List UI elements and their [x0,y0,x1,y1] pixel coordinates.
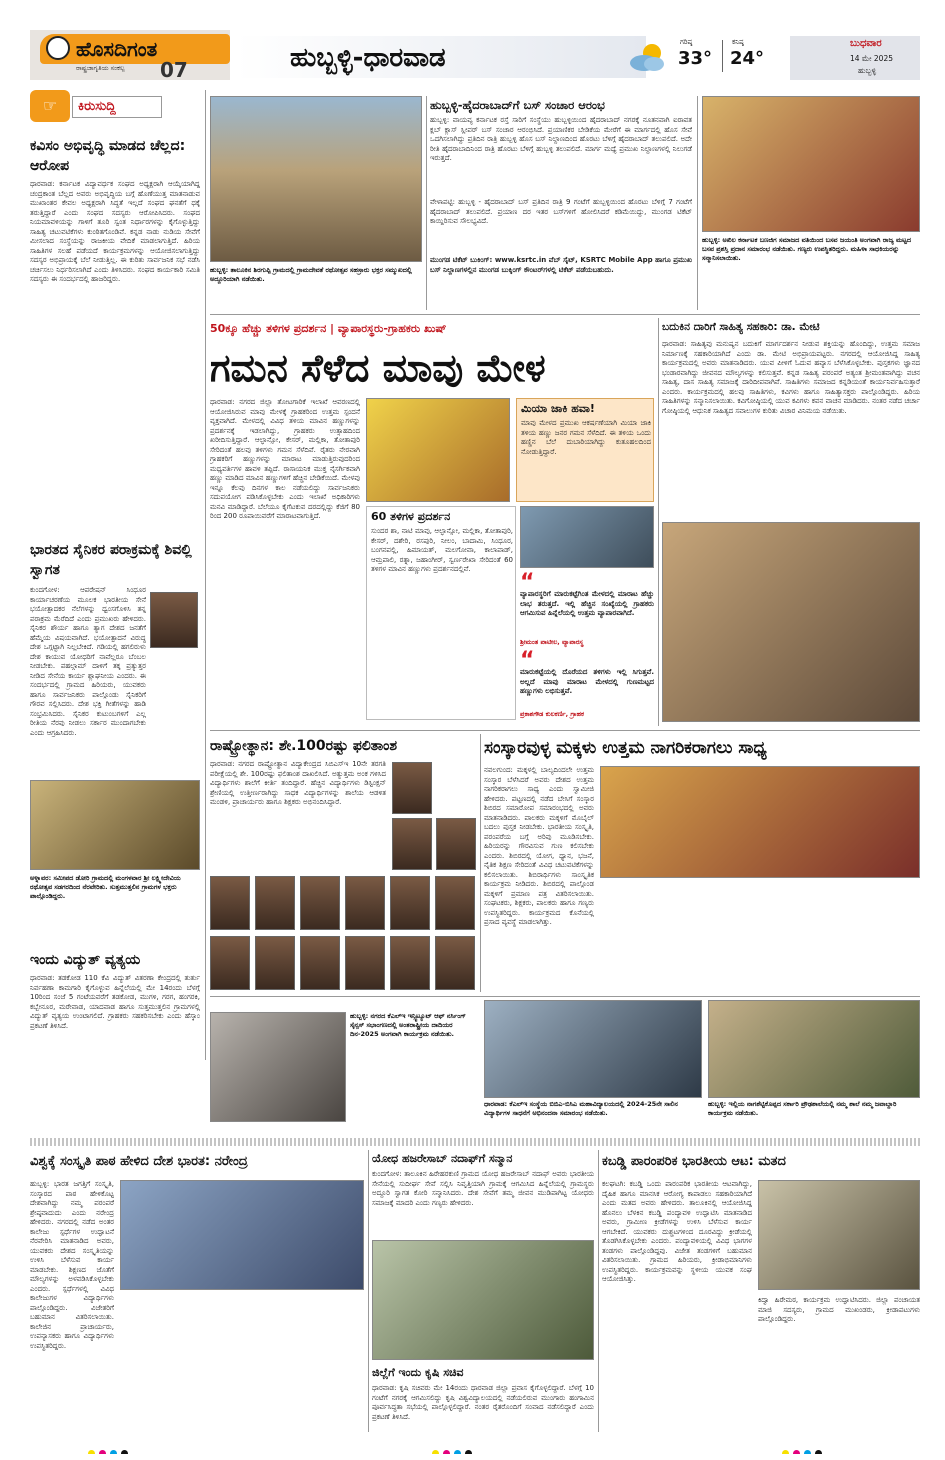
literature-headline: ಬದುಕಿನ ದಾರಿಗೆ ಸಾಹಿತ್ಯ ಸಹಕಾರಿ: ಡಾ. ಮೇಟಿ [662,321,820,333]
rashtrotthana-body: ಧಾರವಾಡ: ನಗರದ ರಾಷ್ಟ್ರೋತ್ಥಾನ ವಿದ್ಯಾಕೇಂದ್ರದ ಸಿಬಿಎಸ್‌ಇ 10ನೇ ತರಗತಿ ಪರೀಕ್ಷೆಯಲ್ಲಿ ಶೇ. 100ರಷ್ಟು ಫಲಿತಾಂಶ ದಾಖಲಿಸಿದೆ. ಅತ್ಯುತ್ತಮ ಅಂಕ ಗಳಿಸಿದ ವಿದ್ಯಾರ್ಥಿಗಳು ಶಾಲೆಗೆ ಕೀರ್ತಿ ತಂದಿದ್ದಾರೆ. ಹೆಚ್ಚಿನ ವಿದ್ಯಾರ್ಥಿಗಳು ಡಿಸ್ಟಿಂಕ್ಷನ್ ಶ್ರೇಣಿಯಲ್ಲಿ ಉತ್ತೀರ್ಣರಾಗಿದ್ದು ಸಾಧಕ ವಿದ್ಯಾರ್ಥಿಗಳನ್ನು ಶಾಲೆಯ ಆಡಳಿತ ಮಂಡಳಿ, ಪ್ರಾಚಾರ್ಯರು ಹಾಗೂ ಶಿಕ್ಷಕರು ಅಭಿನಂದಿಸಿದ್ದಾರೆ. [210,760,386,806]
kirusuddi-body-2: ಕುಂದಗೋಳ: ಆಪರೇಷನ್ ಸಿಂಧೂರ ಕಾರ್ಯಾಚರಣೆಯ ಮೂಲಕ ಭಾರತೀಯ ಸೇನೆ ಭಯೋತ್ಪಾದಕರ ನೆಲೆಗಳನ್ನು ಧ್ವಂಸಗೊಳಿಸಿ ತನ್ನ ಪರಾಕ್ರಮ ಮೆರೆದಿದೆ ಎಂದು ಪ್ರಮುಖರು ಹೇಳಿದರು. ಸೈನಿಕರ ಶೌರ್ಯ ಹಾಗೂ ತ್ಯಾಗ ದೇಶದ ಜನತೆಗೆ ಹೆಮ್ಮೆಯ ವಿಷಯವಾಗಿದೆ. ಭಯೋತ್ಪಾದನೆ ವಿರುದ್ಧ ದೇಶ ಒಗ್ಗಟ್ಟಾಗಿ ನಿಲ್ಲಬೇಕಿದೆ. ಗಡಿಯಲ್ಲಿ ಹಗಲಿರುಳು ದೇಶ ಕಾಯುವ ಯೋಧರಿಗೆ ನಾವೆಲ್ಲರೂ ಬೆಂಬಲ ನೀಡಬೇಕು. ಪಹಲ್ಗಾಮ್ ದಾಳಿಗೆ ತಕ್ಕ ಪ್ರತ್ಯುತ್ತರ ನೀಡಿದ ಸೇನೆಯ ಕಾರ್ಯ ಶ್ಲಾಘನೀಯ ಎಂದರು. ಈ ಸಂದರ್ಭದಲ್ಲಿ ಗ್ರಾಮದ ಹಿರಿಯರು, ಯುವಕರು ಹಾಗೂ ಸಾರ್ವಜನಿಕರು ಪಾಲ್ಗೊಂಡು ಸೈನಿಕರಿಗೆ ಗೌರವ ಸಲ್ಲಿಸಿದರು. ದೇಶ ಭಕ್ತಿ ಗೀತೆಗಳನ್ನು ಹಾಡಿ ಸಂಭ್ರಮಿಸಿದರು. ಸೈನಿಕರ ಕುಟುಂಬಗಳಿಗೆ ಎಲ್ಲ ರೀತಿಯ ನೆರವು ನೀಡಲು ಸರ್ಕಾರ ಮುಂದಾಗಬೇಕು ಎಂದು ಆಗ್ರಹಿಸಿದರು. [30,586,146,737]
school-caption: ಹುಬ್ಬಳ್ಳಿ: ಇಲ್ಲಿಯ ನಾಗಶೆಟ್ಟಿಕೊಪ್ಪದ ಸರ್ಕಾರಿ ಪ್ರೌಢಶಾಲೆಯಲ್ಲಿ ನಮ್ಮ ಶಾಲೆ ನಮ್ಮ ಜವಾಬ್ದಾರಿ ಕಾರ್ಯಕ್ರಮ ನಡೆಯಿತು. [708,1100,897,1117]
college-photo [484,1000,702,1098]
kirusuddi-body-1: ಧಾರವಾಡ: ಕರ್ನಾಟಕ ವಿದ್ಯಾವರ್ಧಕ ಸಂಘದ ಅಧ್ಯಕ್ಷರಾಗಿ ಆಯ್ಕೆಯಾಗಿದ್ದ ಚಂದ್ರಕಾಂತ ಬೆಲ್ಲದ ಅವರು ಅಭಿವೃದ್ಧಿಯ ಬಗ್ಗೆ ಹೊಣೆಯುತ್ತ ಮಾತನಾಡುವ ಮುಖಾಂತರ ಕೇವಲ ಅಧ್ಯಕ್ಷರಾಗಿ ಸಿದ್ಧತೆ ಇಲ್ಲದೆ ಸಂಘದ ಘನತೆಗೆ ಧಕ್ಕೆ ತರುತ್ತಿದ್ದಾರೆ ಎಂದು ಸಂಘದ ಸದಸ್ಯರು ಆರೋಪಿಸಿದರು. ಸಂಘದ ನಿಯಮಾವಳಿಯನ್ನು ಗಾಳಿಗೆ ತೂರಿ ಸ್ವಂತ ನಿರ್ಧಾರಗಳನ್ನು ಕೈಗೊಳ್ಳುತ್ತಿದ್ದು ಸಾಹಿತ್ಯ ಚಟುವಟಿಕೆಗಳು ಕುಂಠಿತಗೊಂಡಿವೆ. ಕನ್ನಡ ನಾಡು ನುಡಿಯ ಸೇವೆಗೆ ಮೀಸಲಾದ ಸಂಸ್ಥೆಯನ್ನು ರಾಜಕೀಯ ವೇದಿಕೆ ಮಾಡಲಾಗುತ್ತಿದೆ. ಹಿರಿಯ ಸಾಹಿತಿಗಳ ಸಲಹೆ ಪಡೆಯದೆ ಕಾರ್ಯಕ್ರಮಗಳನ್ನು ಆಯೋಜಿಸಲಾಗುತ್ತಿದ್ದು ಸದಸ್ಯರ ಅಭಿಪ್ರಾಯಕ್ಕೆ ಬೆಲೆ ನೀಡುತ್ತಿಲ್ಲ. ಈ ಕುರಿತು ಸಾರ್ವಜನಿಕ ಸಭೆ ನಡೆಸಿ ಚರ್ಚಿಸಲು ನಿರ್ಧರಿಸಲಾಗಿದೆ ಎಂದು ತಿಳಿಸಿದರು. ಸಂಘದ ಕಾರ್ಯಕಾರಿ ಸಮಿತಿ ಸದಸ್ಯರು ಈ ಸಂದರ್ಭದಲ್ಲಿ ಹಾಜರಿದ್ದರು. [30,180,200,283]
felicitation-photo [702,96,920,232]
masthead-logo-icon [46,36,70,60]
varieties-body: ಸುಂದರ ಶಾ, ನಾಟಿ ಮಾವು, ಆಲ್ಫಾನ್ಸೋ, ಮಲ್ಲಿಕಾ, ತೋತಾಪುರಿ, ಕೇಸರ್, ದಶೇರಿ, ರಸಪುರಿ, ನೀಲಂ, ಬಾದಾಮಿ, ಸಿಂಧೂರ, ಬಂಗನಪಲ್ಲಿ, ಹಿಮಾಯತ್, ಮಲಗೋವಾ, ಕಾಲಾಪಾಡ್, ಆಮ್ರಪಾಲಿ, ರತ್ನಾ, ಜಹಾಂಗೀರ್, ಸ್ವರ್ಣರೇಖಾ ಸೇರಿದಂತೆ 60 ತಳಿಗಳ ಮಾವಿನ ಹಣ್ಣುಗಳು ಪ್ರದರ್ಶನದಲ್ಲಿವೆ. [371,527,513,573]
column-divider-low [480,734,481,992]
soldier-photo [372,1240,594,1360]
bottom-divider-1 [368,1150,369,1432]
bottom-middle-subhead: ಜಿಲ್ಲೆಗೆ ಇಂದು ಕೃಷಿ ಸಚಿವ [372,1366,464,1379]
kirusuddi-chariot-photo [30,780,200,870]
column-divider-top-2 [697,96,698,310]
bus-body: ಹುಬ್ಬಳ್ಳಿ: ವಾಯವ್ಯ ಕರ್ನಾಟಕ ರಸ್ತೆ ಸಾರಿಗೆ ಸಂಸ್ಥೆಯು ಹುಬ್ಬಳ್ಳಿಯಿಂದ ಹೈದರಾಬಾದ್ ನಗರಕ್ಕೆ ನೂತನವಾಗಿ ಐರಾವತ ಕ್ಲಬ್ ಕ್ಲಾಸ್ ಸ್ಲೀಪರ್ ಬಸ್ ಸಂಚಾರ ಆರಂಭಿಸಿದೆ. ಪ್ರಯಾಣಿಕರ ಬೇಡಿಕೆಯ ಮೇರೆಗೆ ಈ ಮಾರ್ಗದಲ್ಲಿ ಹೊಸ ಸೇವೆ ಒದಗಿಸಲಾಗಿದ್ದು ಪ್ರತಿದಿನ ರಾತ್ರಿ ಹುಬ್ಬಳ್ಳಿ ಹೊಸ ಬಸ್ ನಿಲ್ದಾಣದಿಂದ ಹೊರಟು ಬೆಳಿಗ್ಗೆ ಹೈದರಾಬಾದ್ ತಲುಪಲಿದೆ. ಅದೇ ರೀತಿ ಹೈದರಾಬಾದಿನಿಂದ ರಾತ್ರಿ ಹೊರಟು ಬೆಳಿಗ್ಗೆ ಹುಬ್ಬಳ್ಳಿ ತಲುಪಲಿದೆ. ಮಾರ್ಗ ಮಧ್ಯೆ ಪ್ರಮುಖ ನಿಲ್ದಾಣಗಳಲ್ಲಿ ನಿಲುಗಡೆ ಇರುತ್ತದೆ. [430,116,692,162]
date-label: 14 ಮೇ 2025 [850,54,893,63]
student-photo [435,936,475,990]
rashtrotthana-story [210,734,476,992]
mango-photo [366,398,510,502]
column-divider-mid [658,318,659,726]
max-temp: 33° [678,48,713,69]
mango-headline: ಗಮನ ಸೆಳೆದ ಮಾವು ಮೇಳ [210,346,546,390]
kirusuddi-headline-3: ಇಂದು ವಿದ್ಯುತ್ ವ್ಯತ್ಯಯ [30,952,141,968]
bottom-middle-story [372,1150,594,1432]
quote-1-by: ಶ್ರೀಮಂತ ಪಾಟೀಲ, ವ್ಯಾಪಾರಸ್ಥ [520,638,584,646]
mango-stall-photo [520,506,654,568]
kabaddi-photo [758,1180,920,1290]
college-caption: ಧಾರವಾಡ: ಕೆಎಲ್‌ಇ ಸಂಸ್ಥೆಯ ಬಿಬಿಎ-ಬಿಸಿಎ ಮಹಾವಿದ್ಯಾಲಯದಲ್ಲಿ 2024-25ನೇ ಸಾಲಿನ ವಿದ್ಯಾರ್ಥಿಗಳ ಸಾಧನೆಗೆ ಅಭಿನಂದನಾ ಸಮಾರಂಭ ನಡೆಯಿತು. [484,1100,678,1117]
masthead [0,0,945,86]
sanskara-story [484,734,920,992]
student-photo [435,876,475,930]
weather-icon [626,40,670,74]
kirusuddi-column [30,90,200,1060]
student-photo-top-3 [436,818,476,870]
student-photo [345,936,385,990]
miya-jaki-title: ಮಿಯಾ ಜಾಕಿ ಹವಾ! [521,402,595,415]
temp-divider [722,40,723,72]
paper-name: ಹೊಸದಿಗಂತ [76,37,158,61]
sanskara-body: ನವಲಗುಂದ: ಮಕ್ಕಳಲ್ಲಿ ಬಾಲ್ಯದಿಂದಲೇ ಉತ್ತಮ ಸಂಸ್ಕಾರ ಬೆಳೆಸಿದರೆ ಅವರು ದೇಶದ ಉತ್ತಮ ನಾಗರಿಕರಾಗಲು ಸಾಧ್ಯ ಎಂದು ಸ್ವಾಮೀಜಿ ಹೇಳಿದರು. ಪಟ್ಟಣದಲ್ಲಿ ನಡೆದ ಬೇಸಿಗೆ ಸಂಸ್ಕಾರ ಶಿಬಿರದ ಸಮಾರೋಪ ಸಮಾರಂಭದಲ್ಲಿ ಅವರು ಮಾತನಾಡಿದರು. ಪಾಲಕರು ಮಕ್ಕಳಿಗೆ ಮೊಬೈಲ್ ಬದಲು ಪುಸ್ತಕ ನೀಡಬೇಕು. ಭಾರತೀಯ ಸಂಸ್ಕೃತಿ, ಪರಂಪರೆಯ ಬಗ್ಗೆ ಅರಿವು ಮೂಡಿಸಬೇಕು. ಹಿರಿಯರನ್ನು ಗೌರವಿಸುವ ಗುಣ ಕಲಿಸಬೇಕು ಎಂದರು. ಶಿಬಿರದಲ್ಲಿ ಯೋಗ, ಧ್ಯಾನ, ಭಜನೆ, ನೈತಿಕ ಶಿಕ್ಷಣ ಸೇರಿದಂತೆ ವಿವಿಧ ಚಟುವಟಿಕೆಗಳನ್ನು ಕಲಿಸಲಾಯಿತು. ಶಿಬಿರಾರ್ಥಿಗಳು ಸಾಂಸ್ಕೃತಿಕ ಕಾರ್ಯಕ್ರಮ ನೀಡಿದರು. ಶಿಬಿರದಲ್ಲಿ ಪಾಲ್ಗೊಂಡ ಮಕ್ಕಳಿಗೆ ಪ್ರಮಾಣ ಪತ್ರ ವಿತರಿಸಲಾಯಿತು. ಸಂಘಟಕರು, ಶಿಕ್ಷಕರು, ಪಾಲಕರು ಹಾಗೂ ಗಣ್ಯರು ಉಪಸ್ಥಿತರಿದ್ದರು. ಕಾರ್ಯಕ್ರಮದ ಕೊನೆಯಲ್ಲಿ ಪ್ರಸಾದ ವ್ಯವಸ್ಥೆ ಮಾಡಲಾಗಿತ್ತು. [484,766,594,926]
student-photo [390,876,430,930]
kirusuddi-body-3: ಧಾರವಾಡ: ತಡಕೋಡ 110 ಕೆವಿ ವಿದ್ಯುತ್ ವಿತರಣಾ ಕೇಂದ್ರದಲ್ಲಿ ತುರ್ತು ನಿರ್ವಹಣಾ ಕಾಮಗಾರಿ ಕೈಗೊಳ್ಳುವ ಹಿನ್ನೆಲೆಯಲ್ಲಿ ಮೇ 14ರಂದು ಬೆಳಗ್ಗೆ 10ರಿಂದ ಸಂಜೆ 5 ಗಂಟೆಯವರೆಗೆ ತಡಕೋಡ, ಮುಗಳಿ, ಗರಗ, ಹಂಗರಕಿ, ಕಬ್ಬೇನೂರ, ಮರೇವಾಡ, ಯಾದವಾಡ ಹಾಗೂ ಸುತ್ತಮುತ್ತಲಿನ ಗ್ರಾಮಗಳಲ್ಲಿ ವಿದ್ಯುತ್ ವ್ಯತ್ಯಯ ಉಂಟಾಗಲಿದೆ. ಗ್ರಾಹಕರು ಸಹಕರಿಸಬೇಕು ಎಂದು ಹೆಸ್ಕಾಂ ಪ್ರಕಟಣೆ ತಿಳಿಸಿದೆ. [30,974,200,1030]
city-label: ಹುಬ್ಬಳ್ಳಿ [858,66,877,75]
student-photo [300,936,340,990]
student-photo-top-1 [392,762,432,814]
column-divider-top-1 [426,96,427,310]
hand-icon: ☞ [42,96,58,115]
kirusuddi-photo-caption: ಅಳ್ನಾವರ: ಸಮೀಪದ ಡೋರಿ ಗ್ರಾಮದಲ್ಲಿ ಮಂಗಳವಾರ ಶ್ರೀ ಲಕ್ಷ್ಮೀದೇವಿಯ ರಥೋತ್ಸವ ಸಡಗರದಿಂದ ನೆರವೇರಿತು. ಸುತ್ತಮುತ್ತಲಿನ ಗ್ರಾಮಗಳ ಭಕ್ತರು ಪಾಲ್ಗೊಂಡಿದ್ದರು. [30,874,181,900]
sanskara-body-continued [600,884,920,988]
bottom-right-caption: ಕಿದ್ವಾ ಹಿರೇಮಠ, ಕಾರ್ಯಕ್ರಮ ಉದ್ಘಾಟಿಸಿದರು. ಜಿಲ್ಲಾ ಪಂಚಾಯತ ಮಾಜಿ ಸದಸ್ಯರು, ಗ್ರಾಮದ ಮುಖಂಡರು, ಕ್ರೀಡಾಪಟುಗಳು ಪಾಲ್ಗೊಂಡಿದ್ದರು. [758,1296,920,1323]
bottom-left-body: ಹುಬ್ಬಳ್ಳಿ: ಭಾರತ ಜಗತ್ತಿಗೆ ಸಂಸ್ಕೃತಿ, ಸಂಸ್ಕಾರದ ಪಾಠ ಹೇಳಿಕೊಟ್ಟ ದೇಶವಾಗಿದ್ದು ನಮ್ಮ ಪರಂಪರೆ ಶ್ರೇಷ್ಠವಾದುದು ಎಂದು ನರೇಂದ್ರ ಹೇಳಿದರು. ನಗರದಲ್ಲಿ ನಡೆದ ಅಂತರ ಕಾಲೇಜು ಸ್ಪರ್ಧೆಗಳ ಉದ್ಘಾಟನೆ ನೆರವೇರಿಸಿ ಮಾತನಾಡಿದ ಅವರು, ಯುವಕರು ದೇಶದ ಸಂಸ್ಕೃತಿಯನ್ನು ಉಳಿಸಿ ಬೆಳೆಸುವ ಕಾರ್ಯ ಮಾಡಬೇಕು. ಶಿಕ್ಷಣದ ಜೊತೆಗೆ ಮೌಲ್ಯಗಳನ್ನು ಅಳವಡಿಸಿಕೊಳ್ಳಬೇಕು ಎಂದರು. ಸ್ಪರ್ಧೆಗಳಲ್ಲಿ ವಿವಿಧ ಕಾಲೇಜುಗಳ ವಿದ್ಯಾರ್ಥಿಗಳು ಪಾಲ್ಗೊಂಡಿದ್ದರು. ವಿಜೇತರಿಗೆ ಬಹುಮಾನ ವಿತರಿಸಲಾಯಿತು. ಕಾಲೇಜಿನ ಪ್ರಾಚಾರ್ಯರು, ಉಪನ್ಯಾಸಕರು ಹಾಗೂ ವಿದ್ಯಾರ್ಥಿಗಳು ಉಪಸ್ಥಿತರಿದ್ದರು. [30,1180,114,1350]
bus-booking: ಮುಂಗಡ ಟಿಕೆಟ್ ಬುಕಿಂಗ್: www.ksrtc.in ವೆಬ್ ಸೈಟ್, KSRTC Mobile App ಹಾಗೂ ಪ್ರಮುಖ ಬಸ್ ನಿಲ್ದಾಣಗಳಲ್ಲಿನ ಮುಂಗಡ ಬುಕ್ಕಿಂಗ್ ಕೌಂಟರ್‌ಗಳಲ್ಲಿ ಟಿಕೆಟ್ ಪಡೆಯಬಹುದು. [430,256,692,274]
mango-kicker: 50ಕ್ಕೂ ಹೆಚ್ಚು ತಳಿಗಳ ಪ್ರದರ್ಶನ | ವ್ಯಾಪಾರಸ್ಥರು-ಗ್ರಾಹಕರು ಖುಷ್ [210,322,447,335]
bottom-divider-2 [598,1150,599,1432]
mango-story [210,318,654,726]
day-label: ಬುಧವಾರ [850,38,882,49]
bottom-right-body: ಕಲಘಟಗಿ: ಕಬಡ್ಡಿ ಒಂದು ಪಾರಂಪರಿಕ ಭಾರತೀಯ ಆಟವಾಗಿದ್ದು, ದೈಹಿಕ ಹಾಗೂ ಮಾನಸಿಕ ಆರೋಗ್ಯ ಕಾಪಾಡಲು ಸಹಕಾರಿಯಾಗಿದೆ ಎಂದು ಮತದ ಅವರು ಹೇಳಿದರು. ತಾಲೂಕಿನಲ್ಲಿ ಆಯೋಜಿಸಿದ್ದ ಹೊನಲು ಬೆಳಕಿನ ಕಬಡ್ಡಿ ಪಂದ್ಯಾವಳಿ ಉದ್ಘಾಟಿಸಿ ಮಾತನಾಡಿದ ಅವರು, ಗ್ರಾಮೀಣ ಕ್ರೀಡೆಗಳನ್ನು ಉಳಿಸಿ ಬೆಳೆಸುವ ಕಾರ್ಯ ಆಗಬೇಕಿದೆ. ಯುವಕರು ದುಶ್ಚಟಗಳಿಂದ ದೂರವಿದ್ದು ಕ್ರೀಡೆಯಲ್ಲಿ ತೊಡಗಿಸಿಕೊಳ್ಳಬೇಕು ಎಂದರು. ಪಂದ್ಯಾವಳಿಯಲ್ಲಿ ವಿವಿಧ ಭಾಗಗಳ ತಂಡಗಳು ಪಾಲ್ಗೊಂಡಿದ್ದವು. ವಿಜೇತ ತಂಡಗಳಿಗೆ ಬಹುಮಾನ ವಿತರಿಸಲಾಯಿತು. ಗ್ರಾಮದ ಹಿರಿಯರು, ಕ್ರೀಡಾಭಿಮಾನಿಗಳು ಉಪಸ್ಥಿತರಿದ್ದರು. ಕಾರ್ಯಕ್ರಮವನ್ನು ಸ್ಥಳೀಯ ಯುವಕ ಸಂಘ ಆಯೋಜಿಸಿತ್ತು. [602,1180,752,1283]
kirusuddi-label: ಕಿರುಸುದ್ದಿ [78,99,116,114]
school-photo [708,1000,920,1098]
bus-subhead: ವೇಳಾಪಟ್ಟಿ: ಹುಬ್ಬಳ್ಳಿ - ಹೈದರಾಬಾದ್ ಬಸ್ ಪ್ರತಿದಿನ ರಾತ್ರಿ 9 ಗಂಟೆಗೆ ಹುಬ್ಬಳ್ಳಿಯಿಂದ ಹೊರಟು ಬೆಳಿಗ್ಗೆ 7 ಗಂಟೆಗೆ ಹೈದರಾಬಾದ್ ತಲುಪಲಿದೆ. ಪ್ರಯಾಣ ದರ ಇತರ ಬಸ್‌ಗಳಿಗೆ ಹೋಲಿಸಿದರೆ ಕಡಿಮೆಯಿದ್ದು, ಮುಂಗಡ ಟಿಕೆಟ್ ಕಾಯ್ದಿರಿಸುವ ಸೌಲಭ್ಯವಿದೆ. [430,198,692,225]
felicitation-caption: ಹುಬ್ಬಳ್ಳಿ: ಅಖಿಲ ಕರ್ನಾಟಕ ಬಣಜಿಗ ಸಮಾಜದ ವತಿಯಿಂದ ಬಸವ ಜಯಂತಿ ಅಂಗವಾಗಿ ರಾಜ್ಯ ಮಟ್ಟದ ಬಸವ ಪ್ರಶಸ್ತಿ ಪ್ರದಾನ ಸಮಾರಂಭ ನಡೆಯಿತು. ಗಣ್ಯರು ಉಪಸ್ಥಿತರಿದ್ದರು. ಮಹಿಳಾ ಸಾಧಕಿಯರನ್ನು ಸನ್ಮಾನಿಸಲಾಯಿತು. [702,236,912,262]
festival-photo [210,96,422,262]
mango-body: ಧಾರವಾಡ: ನಗರದ ಜಿಲ್ಲಾ ತೋಟಗಾರಿಕೆ ಇಲಾಖೆ ಆವರಣದಲ್ಲಿ ಆಯೋಜಿಸಿರುವ ಮಾವು ಮೇಳಕ್ಕೆ ಗ್ರಾಹಕರಿಂದ ಉತ್ತಮ ಸ್ಪಂದನೆ ವ್ಯಕ್ತವಾಗಿದೆ. ಮೇಳದಲ್ಲಿ ವಿವಿಧ ತಳಿಯ ಮಾವಿನ ಹಣ್ಣುಗಳನ್ನು ಪ್ರದರ್ಶನಕ್ಕೆ ಇಡಲಾಗಿದ್ದು, ಗ್ರಾಹಕರು ಉತ್ಸಾಹದಿಂದ ಖರೀದಿಸುತ್ತಿದ್ದಾರೆ. ಆಲ್ಫಾನ್ಸೋ, ಕೇಸರ್, ಮಲ್ಲಿಕಾ, ತೋತಾಪುರಿ ಸೇರಿದಂತೆ ಹಲವು ತಳಿಗಳು ಗಮನ ಸೆಳೆದಿವೆ. ರೈತರು ನೇರವಾಗಿ ಗ್ರಾಹಕರಿಗೆ ಹಣ್ಣುಗಳನ್ನು ಮಾರಾಟ ಮಾಡುತ್ತಿರುವುದರಿಂದ ಮಧ್ಯವರ್ತಿಗಳ ಹಾವಳಿ ತಪ್ಪಿದೆ. ರಾಸಾಯನಿಕ ಮುಕ್ತ ನೈಸರ್ಗಿಕವಾಗಿ ಹಣ್ಣು ಮಾಡಿದ ಮಾವಿನ ಹಣ್ಣುಗಳಿಗೆ ಹೆಚ್ಚಿನ ಬೇಡಿಕೆಯಿದೆ. ಮೇಳವು ಇನ್ನೂ ಕೆಲವು ದಿನಗಳ ಕಾಲ ನಡೆಯಲಿದ್ದು ಸಾರ್ವಜನಿಕರು ಸದುಪಯೋಗ ಪಡಿಸಿಕೊಳ್ಳಬೇಕು ಎಂದು ಇಲಾಖೆ ಅಧಿಕಾರಿಗಳು ಮನವಿ ಮಾಡಿದ್ದಾರೆ. ಬೆಲೆಯೂ ಕೈಗೆಟಕುವ ದರದಲ್ಲಿದ್ದು ಕೆಜಿಗೆ 80 ರಿಂದ 200 ರೂಪಾಯಿವರೆಗೆ ಮಾರಾಟವಾಗುತ್ತಿದೆ. [210,398,360,520]
row-divider-3 [210,996,920,997]
festival-photo-caption: ಹುಬ್ಬಳ್ಳಿ: ತಾಲೂಕಿನ ಶಿರಗುಪ್ಪಿ ಗ್ರಾಮದಲ್ಲಿ ಗ್ರಾಮದೇವತೆ ರಥೋತ್ಸವ ಸಹಸ್ರಾರು ಭಕ್ತರ ಸಮ್ಮುಖದಲ್ಲಿ ಅದ್ದೂರಿಯಾಗಿ ನಡೆಯಿತು. [210,266,412,283]
bottom-left-headline: ವಿಶ್ವಕ್ಕೆ ಸಂಸ್ಕೃತಿ ಪಾಠ ಹೇಳಿದ ದೇಶ ಭಾರತ: ನರೇಂದ್ರ [30,1154,248,1169]
edition-title: ಹುಬ್ಬಳ್ಳಿ-ಧಾರವಾಡ [290,43,446,73]
kirusuddi-headline-2: ಭಾರತದ ಸೈನಿಕರ ಪರಾಕ್ರಮಕ್ಕೆ ಶಿವಲ್ಲಿ ಸ್ವಾಗತ [30,542,192,578]
registration-marks-center [430,1442,510,1454]
quote-icon-2: “ [520,648,535,672]
bottom-band-top-border [30,1138,920,1146]
bottom-left-body-continued [120,1296,364,1430]
varieties-title: 60 ತಳಿಗಳ ಪ್ರದರ್ಶನ [371,510,451,523]
kirusuddi-header [30,90,200,122]
row-divider-1 [210,314,920,315]
column-divider-left [205,90,206,1060]
min-temp-label: ಕನಿಷ್ಠ [732,38,744,46]
kirusuddi-person-photo [150,592,198,648]
student-photo [390,936,430,990]
quote-2-by: ಪ್ರಕಾಶಗೌಡ ಕುಲಕರ್ಣಿ, ಗ್ರಾಹಕ [520,710,584,718]
nursing-caption: ಹುಬ್ಬಳ್ಳಿ: ನಗರದ ಕೆಎಲ್‌ಇ ಇನ್ಸ್ಟಿಟ್ಯೂಟ್ ಆಫ್ ನರ್ಸಿಂಗ್ ಸೈನ್ಸಸ್ ಸಭಾಂಗಣದಲ್ಲಿ ಅಂತರಾಷ್ಟ್ರೀಯ ದಾದಿಯರ ದಿನ-2025 ಅಂಗವಾಗಿ ಕಾರ್ಯಕ್ರಮ ನಡೆಯಿತು. [350,1012,466,1038]
bottom-right-headline: ಕಬಡ್ಡಿ ಪಾರಂಪರಿಕ ಭಾರತೀಯ ಆಟ: ಮತದ [602,1154,786,1169]
student-photo [210,876,250,930]
quote-icon-1: “ [520,570,535,594]
sanskara-photo [600,766,920,878]
nursing-photo [210,1012,346,1122]
student-photo-top-2 [392,818,432,870]
miya-jaki-box [516,398,654,502]
student-photo [300,876,340,930]
sanskara-headline: ಸಂಸ್ಕಾರವುಳ್ಳ ಮಕ್ಕಳು ಉತ್ತಮ ನಾಗರಿಕರಾಗಲು ಸಾಧ್ಯ [484,738,767,758]
bottom-left-photo [120,1180,364,1290]
bottom-middle-headline: ಯೋಧ ಹಜರೇಸಾಬ್ ನದಾಫ್‌ಗೆ ಸನ್ಮಾನ [372,1152,513,1165]
bottom-right-story [602,1150,920,1432]
student-photo [255,936,295,990]
quote-1: ವ್ಯಾಪಾರಸ್ಥರಿಗೆ ಮಾರುಕಟ್ಟೆಗಿಂತ ಮೇಳದಲ್ಲಿ ಮಾರಾಟ ಹೆಚ್ಚು ಲಾಭ ತರುತ್ತದೆ. ಇಲ್ಲಿ ಹೆಚ್ಚಿನ ಸಂಖ್ಯೆಯಲ್ಲಿ ಗ್ರಾಹಕರು ಆಗಮಿಸುವ ಹಿನ್ನೆಲೆಯಲ್ಲಿ ಉತ್ತಮ ವ್ಯಾಪಾರವಾಗಿದೆ. [520,590,654,617]
registration-marks-right [780,1442,860,1454]
row-divider-2 [210,730,920,731]
kirusuddi-headline-1: ಕವಿಸಂ ಅಭಿವೃದ್ಧಿ ಮಾಡದ ಚೆಲ್ಲದ: ಆರೋಪ [30,138,186,174]
rashtrotthana-headline: ರಾಷ್ಟ್ರೋತ್ಥಾನ: ಶೇ.100ರಷ್ಟು ಫಲಿತಾಂಶ [210,738,398,754]
literature-story [662,318,920,726]
student-grid [210,876,476,992]
student-photo [345,876,385,930]
miya-jaki-body: ಮಾವು ಮೇಳದ ಪ್ರಮುಖ ಆಕರ್ಷಣೆಯಾಗಿ ಮಿಯಾ ಜಾಕಿ ತಳಿಯ ಹಣ್ಣು ಜನರ ಗಮನ ಸೆಳೆದಿದೆ. ಈ ತಳಿಯ ಒಂದು ಹಣ್ಣಿನ ಬೆಲೆ ದುಬಾರಿಯಾಗಿದ್ದು ಕುತೂಹಲದಿಂದ ನೋಡುತ್ತಿದ್ದಾರೆ. [521,419,651,456]
student-photo [255,876,295,930]
min-temp: 24° [730,48,765,69]
varieties-box [366,506,516,720]
page-number: 07 [160,58,188,82]
literature-body: ಧಾರವಾಡ: ಸಾಹಿತ್ಯವು ಮನುಷ್ಯನ ಬದುಕಿಗೆ ಮಾರ್ಗದರ್ಶನ ನೀಡುವ ಶಕ್ತಿಯನ್ನು ಹೊಂದಿದ್ದು, ಉತ್ತಮ ಸಮಾಜ ನಿರ್ಮಾಣಕ್ಕೆ ಸಹಕಾರಿಯಾಗಿದೆ ಎಂದು ಡಾ. ಮೇಟಿ ಅಭಿಪ್ರಾಯಪಟ್ಟರು. ನಗರದಲ್ಲಿ ಆಯೋಜಿಸಿದ್ದ ಸಾಹಿತ್ಯ ಕಾರ್ಯಕ್ರಮದಲ್ಲಿ ಅವರು ಮಾತನಾಡಿದರು. ಯುವ ಪೀಳಿಗೆ ಓದುವ ಹವ್ಯಾಸ ಬೆಳೆಸಿಕೊಳ್ಳಬೇಕು. ಪುಸ್ತಕಗಳು ಜ್ಞಾನದ ಭಂಡಾರವಾಗಿದ್ದು ಜೀವನದ ಮೌಲ್ಯಗಳನ್ನು ಕಲಿಸುತ್ತವೆ. ಕನ್ನಡ ಸಾಹಿತ್ಯ ಪರಂಪರೆ ಅತ್ಯಂತ ಶ್ರೀಮಂತವಾಗಿದ್ದು ವಚನ ಸಾಹಿತ್ಯ, ದಾಸ ಸಾಹಿತ್ಯ ಸಮಾಜಕ್ಕೆ ದಾರಿದೀಪವಾಗಿವೆ. ಸಾಹಿತಿಗಳು ಸಮಾಜದ ಕನ್ನಡಿಯಂತೆ ಕಾರ್ಯನಿರ್ವಹಿಸುತ್ತಾರೆ ಎಂದರು. ಕಾರ್ಯಕ್ರಮದಲ್ಲಿ ಹಲವು ಸಾಹಿತಿಗಳು, ಕವಿಗಳು ಹಾಗೂ ಸಾಹಿತ್ಯಾಸಕ್ತರು ಪಾಲ್ಗೊಂಡಿದ್ದರು. ಹಿರಿಯ ಸಾಹಿತಿಗಳನ್ನು ಸನ್ಮಾನಿಸಲಾಯಿತು. ಕವಿಗೋಷ್ಠಿಯಲ್ಲಿ ಯುವ ಕವಿಗಳು ಕವನ ವಾಚನ ಮಾಡಿದರು. ನಂತರ ನಡೆದ ಚರ್ಚಾ ಗೋಷ್ಠಿಯಲ್ಲಿ ಆಧುನಿಕ ಸಾಹಿತ್ಯದ ಸವಾಲುಗಳ ಕುರಿತು ವಿಚಾರ ವಿನಿಮಯ ನಡೆಯಿತು. [662,340,920,415]
max-temp-label: ಗರಿಷ್ಠ [680,38,693,46]
literature-photo [662,522,920,722]
bottom-middle-body: ಕುಂದಗೋಳ: ತಾಲೂಕಿನ ಹಿರೇಹರಕುಣಿ ಗ್ರಾಮದ ಯೋಧ ಹಜರೇಸಾಬ್ ನದಾಫ್ ಅವರು ಭಾರತೀಯ ಸೇನೆಯಲ್ಲಿ ಸುದೀರ್ಘ ಸೇವೆ ಸಲ್ಲಿಸಿ ನಿವೃತ್ತಿಯಾಗಿ ಗ್ರಾಮಕ್ಕೆ ಆಗಮಿಸಿದ ಹಿನ್ನೆಲೆಯಲ್ಲಿ ಗ್ರಾಮಸ್ಥರು ಅದ್ದೂರಿ ಸ್ವಾಗತ ಕೋರಿ ಸನ್ಮಾನಿಸಿದರು. ದೇಶ ಸೇವೆಗೆ ತಮ್ಮ ಜೀವನ ಮುಡಿಪಾಗಿಟ್ಟ ಯೋಧರು ಸಮಾಜಕ್ಕೆ ಮಾದರಿ ಎಂದು ಗಣ್ಯರು ಹೇಳಿದರು. [372,1170,594,1207]
registration-marks-left [86,1442,166,1454]
bottom-left-story [30,1150,364,1432]
bottom-middle-subbody: ಧಾರವಾಡ: ಕೃಷಿ ಸಚಿವರು ಮೇ 14ರಂದು ಧಾರವಾಡ ಜಿಲ್ಲಾ ಪ್ರವಾಸ ಕೈಗೊಳ್ಳಲಿದ್ದಾರೆ. ಬೆಳಗ್ಗೆ 10 ಗಂಟೆಗೆ ನಗರಕ್ಕೆ ಆಗಮಿಸಲಿದ್ದು ಕೃಷಿ ವಿಶ್ವವಿದ್ಯಾಲಯದಲ್ಲಿ ನಡೆಯಲಿರುವ ಮುಂಗಾರು ಹಂಗಾಮಿನ ಪೂರ್ವಸಿದ್ಧತಾ ಸಭೆಯಲ್ಲಿ ಪಾಲ್ಗೊಳ್ಳಲಿದ್ದಾರೆ. ನಂತರ ರೈತರೊಂದಿಗೆ ಸಂವಾದ ನಡೆಸಲಿದ್ದಾರೆ ಎಂದು ಪ್ರಕಟಣೆ ತಿಳಿಸಿದೆ. [372,1384,594,1421]
paper-tagline: ರಾಷ್ಟ್ರಜಾಗೃತಿಯ ಸಂಕಲ್ಪ [76,64,125,72]
quote-2: ಮಾರುಕಟ್ಟೆಯಲ್ಲಿ ದೊರೆಯದ ತಳಿಗಳು ಇಲ್ಲಿ ಸಿಗುತ್ತವೆ. ಅಲ್ಲದೆ ಮಾವು ಮಾರಾಟ ಮೇಳದಲ್ಲಿ ಗುಣಮಟ್ಟದ ಹಣ್ಣುಗಳು ಲಭಿಸುತ್ತವೆ. [520,668,654,695]
bus-headline: ಹುಬ್ಬಳ್ಳಿ-ಹೈದರಾಬಾದ್‌ಗೆ ಬಸ್ ಸಂಚಾರ ಆರಂಭ [430,98,605,112]
student-photo [210,936,250,990]
